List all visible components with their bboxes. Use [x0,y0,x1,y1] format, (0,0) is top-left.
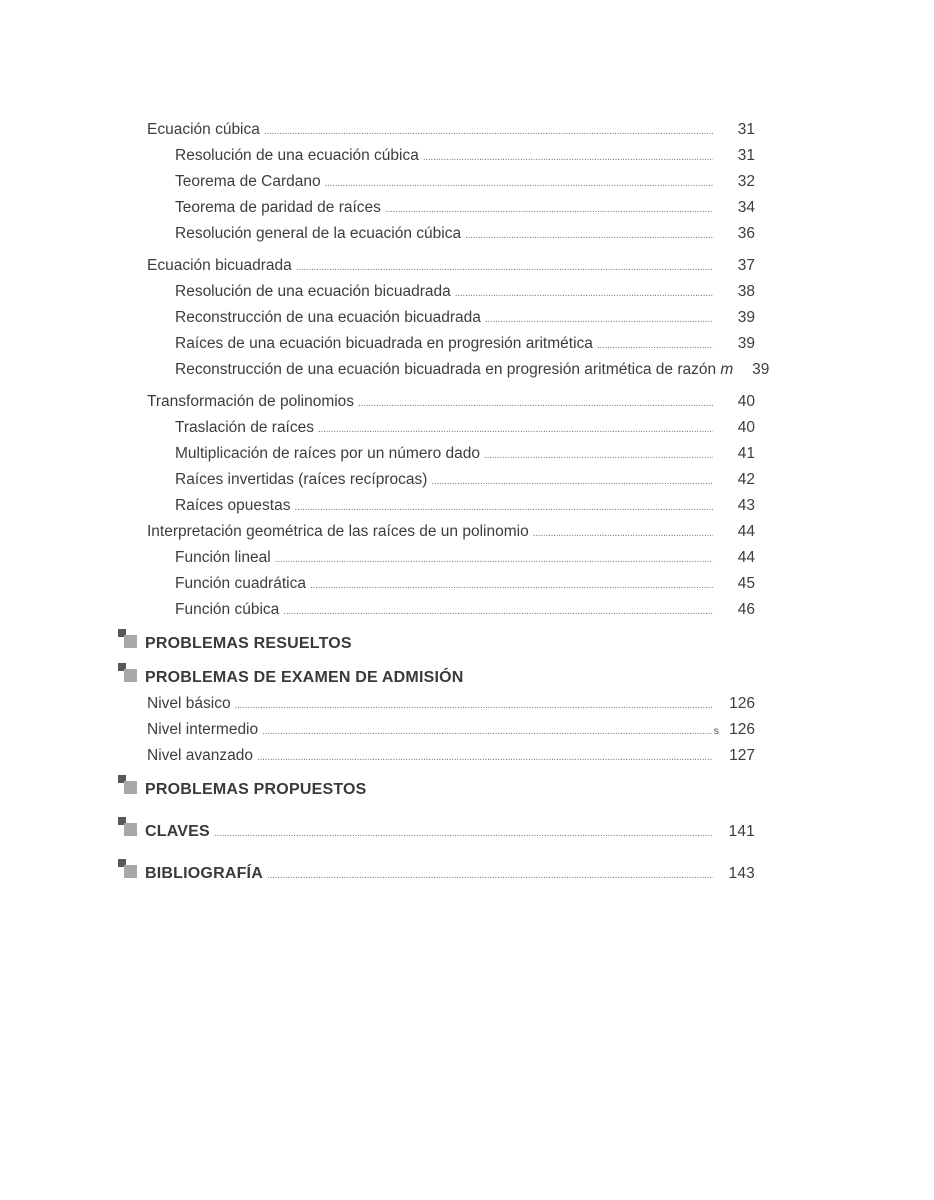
marker-large-square [124,823,137,836]
dot-leader [275,545,713,573]
toc-entry-label: Raíces opuestas [175,497,291,514]
page-number: 37 [737,257,755,274]
page-number: 43 [737,497,755,514]
page-number: 143 [728,865,755,882]
page-number: 45 [737,575,755,592]
toc-entry [118,467,755,493]
toc-entry [118,571,755,597]
marker-large-square [124,669,137,682]
dot-leader [235,691,713,719]
dot-leader [257,743,713,771]
toc-entry-label: Reconstrucción de una ecuación bicuadrada [175,309,481,326]
section-marker-icon [118,775,138,794]
toc-entry-label: Ecuación cúbica [147,121,260,138]
page-number: 44 [737,549,755,566]
toc-entry [118,279,755,305]
toc-entry-label: Nivel intermedio [147,721,259,738]
page-number: 126 [729,695,755,712]
page-number: 40 [737,419,755,436]
toc-entry [118,519,755,545]
page-number: 36 [737,225,755,242]
page-number: 46 [737,601,755,618]
section-marker-icon [118,817,138,836]
section-header-label: CLAVES [145,823,210,840]
toc-entry [118,441,755,467]
dot-leader [431,467,713,495]
toc-entry-label: Teorema de paridad de raíces [175,199,381,216]
marker-large-square [124,781,137,794]
dot-leader [264,117,713,145]
dot-leader [294,493,713,521]
dot-leader [465,221,713,249]
section-header-label: PROBLEMAS DE EXAMEN DE ADMISIÓN [145,669,464,686]
toc-entry-italic-variable: m [720,361,734,378]
toc-entry [118,117,755,143]
page-number: 31 [737,147,755,164]
toc-section-header [118,775,755,803]
section-marker-icon [118,859,138,878]
dot-leader [296,253,713,281]
toc-entry [118,493,755,519]
section-header-label: PROBLEMAS PROPUESTOS [145,781,367,798]
page-number: 141 [728,823,755,840]
section-marker-icon [118,663,138,682]
toc-entry-label: Teorema de Cardano [175,173,321,190]
dot-leader [262,717,712,745]
dot-leader [310,571,713,599]
toc-entry [118,331,755,357]
toc-entry [118,253,755,279]
toc-entry-label: Función cúbica [175,601,280,618]
toc-entry-label: Resolución general de la ecuación cúbica [175,225,462,242]
page-number: 31 [737,121,755,138]
leader-suffix: s [713,725,719,737]
dot-leader [597,331,713,359]
dot-leader [358,389,713,417]
page-number: 39 [737,335,755,352]
page-number: 32 [737,173,755,190]
toc-section-header [118,859,755,887]
toc-entry [118,221,755,247]
toc-entry-label: Función lineal [175,549,271,566]
marker-large-square [124,865,137,878]
toc-entry-label: Nivel básico [147,695,231,712]
toc-entry-label: Interpretación geométrica de las raíces de un polinomio [147,523,529,540]
page-number: 34 [737,199,755,216]
section-header-label: PROBLEMAS RESUELTOS [145,635,352,652]
page-number: 40 [737,393,755,410]
toc-entry [118,305,755,331]
page-number: 39 [737,309,755,326]
toc-entry [118,415,755,441]
page-number: 44 [737,523,755,540]
toc-entry [118,195,755,221]
dot-leader [423,143,713,171]
marker-large-square [124,635,137,648]
toc-entry-label: Resolución de una ecuación bicuadrada [175,283,451,300]
toc-entry-label: Transformación de polinomios [147,393,355,410]
table-of-contents [118,117,770,887]
toc-entry [118,743,755,769]
page-number: 38 [737,283,755,300]
toc-entry [118,545,755,571]
page-number: 127 [729,747,755,764]
dot-leader [485,305,713,333]
page-number: 41 [737,445,755,462]
dot-leader [484,441,713,469]
page-number: 39 [752,361,770,378]
dot-leader [455,279,713,307]
section-marker-icon [118,629,138,648]
toc-entry-label: Reconstrucción de una ecuación bicuadrada en progresión aritmética de razón m [175,361,734,378]
toc-entry [118,357,770,383]
page-number: 126 [729,721,755,738]
toc-entry [118,691,755,717]
toc-entry-label: Nivel avanzado [147,747,253,764]
dot-leader [214,818,713,848]
toc-entry-label: Raíces invertidas (raíces recíprocas) [175,471,428,488]
dot-leader [325,169,713,197]
toc-entry [118,717,755,743]
section-header-label: BIBLIOGRAFÍA [145,865,263,882]
toc-section-header [118,663,755,691]
toc-entry-label: Resolución de una ecuación cúbica [175,147,419,164]
page-number: 42 [737,471,755,488]
dot-leader [283,597,713,625]
toc-section-header [118,629,755,657]
dot-leader [385,195,713,223]
toc-entry [118,597,755,623]
toc-section-header [118,817,755,845]
dot-leader [267,860,713,890]
dot-leader [318,415,713,443]
toc-entry-label: Ecuación bicuadrada [147,257,292,274]
toc-entry [118,389,755,415]
toc-entry [118,169,755,195]
toc-entry-label: Traslación de raíces [175,419,314,436]
toc-entry-label: Función cuadrática [175,575,306,592]
toc-entry-label: Multiplicación de raíces por un número dado [175,445,481,462]
toc-entry-label: Raíces de una ecuación bicuadrada en progresión aritmética [175,335,593,352]
dot-leader [533,519,713,547]
toc-entry [118,143,755,169]
